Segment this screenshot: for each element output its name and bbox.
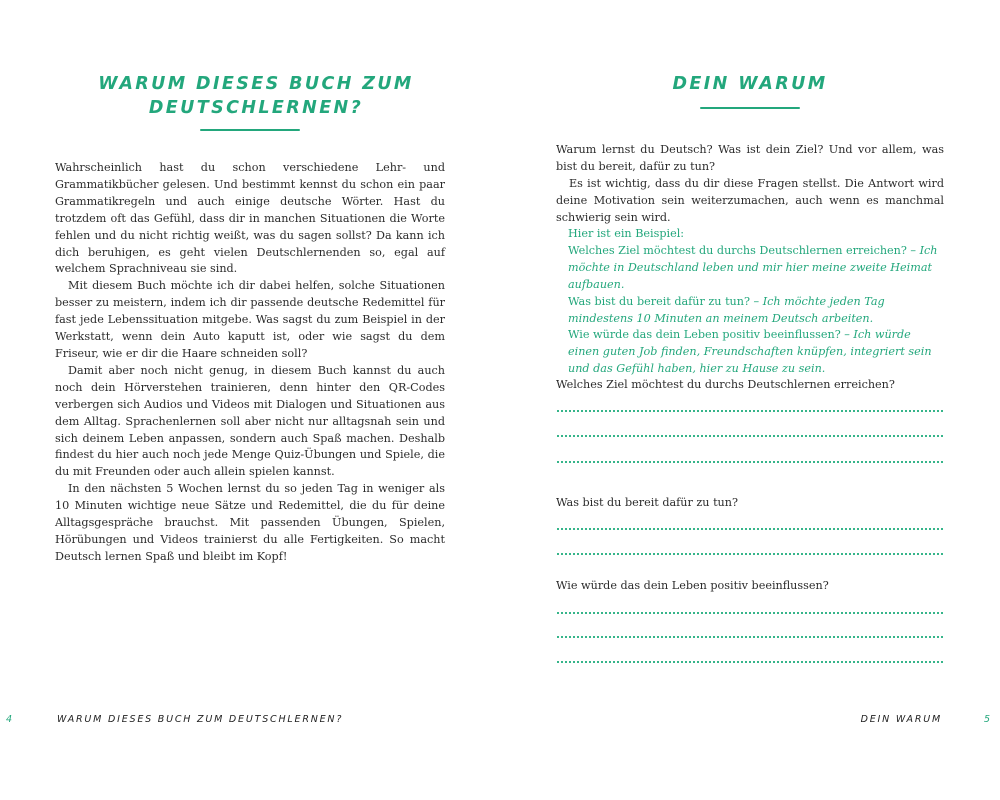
answer-line-goal-3[interactable] [557,461,943,463]
paragraph: Mit diesem Buch möchte ich dir dabei helfen, solche Situationen besser zu meistern, indem ich dir passende deutsche Redemittel für fast jede Lebenssituation mitgebe. Was sagst du zum Beispiel in der Werkstatt, wenn dein Auto kaputt ist, oder wie sagst du dem Friseur, wie er dir die Haare schneiden soll? [55,279,445,360]
example-answer: – Ich würde einen guten Job finden, Freundschaften knüpfen, integriert sein und das Gefühl haben, hier zu Hause zu sein. [568,328,932,376]
question-impact: Wie würde das dein Leben positiv beeinflussen? [556,579,829,592]
right-intro-text [556,142,944,227]
page-number-right: 5 [983,714,990,725]
right-page-heading: DEIN WARUM [672,74,828,94]
question-effort: Was bist du bereit dafür zu tun? [556,496,738,509]
left-heading-line-2: DEUTSCHLERNEN? [148,98,364,118]
answer-line-effort-1[interactable] [557,528,943,530]
paragraph: Damit aber noch nicht genug, in diesem Buch kannst du auch noch dein Hörverstehen trainieren, denn hinter den QR-Codes verbergen sich Audios und Videos mit Dialogen und Situationen aus dem Alltag. Sprachenlernen soll aber nicht nur alltagsnah sein und sich deinem Leben anpassen, sondern auch Spaß machen. Deshalb findest du hier auch noch jede Menge Quiz-Übungen und Spiele, die du mit Freunden oder auch allein spielen kannst. [55,363,445,479]
page-number-left: 4 [6,714,13,725]
left-page-heading [88,72,424,120]
answer-line-goal-1[interactable] [557,410,943,412]
paragraph: In den nächsten 5 Wochen lernst du so jeden Tag in weniger als 10 Minuten wichtige neue Sätze und Redemittel, die du für deine Alltagsgespräche brauchst. Mit passenden Übungen, Spielen, Hörübungen und Videos trainierst du alle Fertigkeiten. So macht Deutsch lernen Spaß und bleibt im Kopf! [55,482,445,563]
right-page [500,0,1000,800]
answer-line-impact-1[interactable] [557,612,943,614]
example-item [568,243,938,294]
example-label: Hier ist ein Beispiel: [568,227,685,240]
paragraph: Wahrscheinlich hast du schon verschiedene Lehr- und Grammatikbücher gelesen. Und bestimmt kennst du schon ein paar Grammatikregeln und auch einige deutsche Wörter. Hast du trotzdem oft das Gefühl, dass dir in manchen Situationen die Worte fehlen und du nicht richtig weißt, was du sagen sollst? Da kann ich dich beruhigen, es geht vielen Deutschlernenden so, egal auf welchem Sprachniveau sie sind. [55,161,445,276]
example-item [568,327,938,378]
left-heading-line-1: WARUM DIESES BUCH ZUM [98,74,414,94]
left-heading-underline [200,129,300,131]
question-goal: Welches Ziel möchtest du durchs Deutschlernen erreichen? [556,378,895,391]
example-question: Welches Ziel möchtest du durchs Deutschlernen erreichen? [568,243,907,257]
running-footer-left: WARUM DIESES BUCH ZUM DEUTSCHLERNEN? [57,714,344,725]
answer-line-goal-2[interactable] [557,435,943,437]
paragraph: Warum lernst du Deutsch? Was ist dein Ziel? Und vor allem, was bist du bereit, dafür zu tun? [556,143,944,173]
right-heading-underline [700,107,800,109]
example-item [568,294,938,328]
left-body-text [55,160,445,566]
example-question: Was bist du bereit dafür zu tun? [568,294,750,308]
paragraph: Es ist wichtig, dass du dir diese Fragen stellst. Die Antwort wird deine Motivation sein weiterzumachen, auch wenn es manchmal schwierig sein wird. [556,176,944,224]
example-block [568,226,938,378]
example-answer: – Ich möchte jeden Tag mindestens 10 Minuten an meinem Deutsch arbeiten. [568,294,885,325]
answer-line-effort-2[interactable] [557,553,943,555]
running-footer-right: DEIN WARUM [860,714,942,725]
answer-line-impact-2[interactable] [557,636,943,638]
example-answer: – Ich möchte in Deutschland leben und mir hier meine zweite Heimat aufbauen. [568,243,938,291]
answer-line-impact-3[interactable] [557,661,943,663]
example-question: Wie würde das dein Leben positiv beeinflussen? [568,328,841,342]
